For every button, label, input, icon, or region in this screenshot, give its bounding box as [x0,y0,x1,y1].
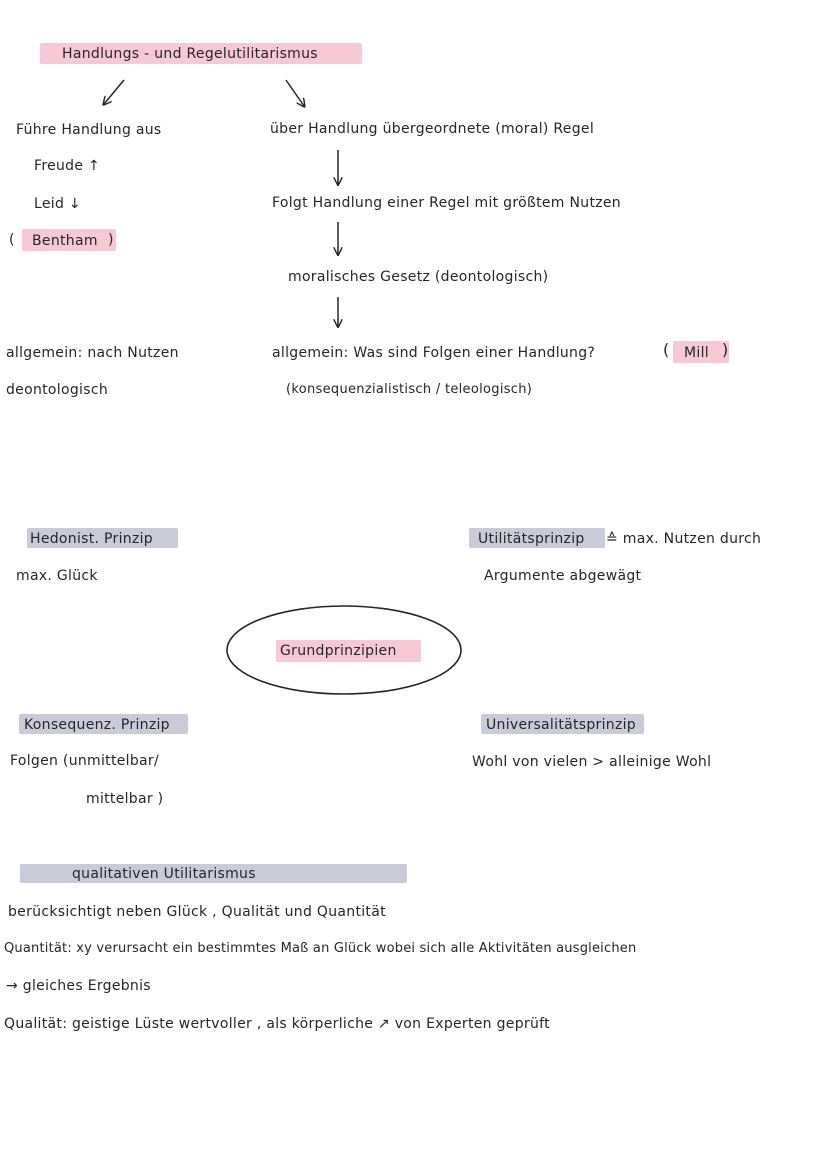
qualitative-line-1: berücksichtigt neben Glück , Qualität und Quantität [8,904,386,920]
consequence-text-1: Folgen (unmittelbar/ [10,753,159,769]
bentham-label: Bentham [32,233,98,249]
mill-close-paren: ) [722,340,729,359]
universal-text: Wohl von vielen > alleinige Wohl [472,754,712,770]
consequence-label: Konsequenz. Prinzip [24,717,170,733]
act-line-1: Führe Handlung aus [16,122,162,138]
arrow-right-icon [286,80,304,106]
mill-label: Mill [684,345,709,361]
hedonist-label: Hedonist. Prinzip [30,531,153,547]
page-title: Handlungs - und Regelutilitarismus [62,46,318,62]
utility-text-2: Argumente abgewägt [484,568,642,584]
act-line-2: Freude ↑ [34,158,101,174]
bentham-open-paren: ( [9,232,15,248]
act-line-3: Leid ↓ [34,196,81,212]
universal-label: Universalitätsprinzip [486,717,636,733]
rule-general: allgemein: Was sind Folgen einer Handlung? [272,345,596,361]
arrow-left-icon [104,80,124,104]
rule-line-1: über Handlung übergeordnete (moral) Regel [270,121,595,137]
act-general: allgemein: nach Nutzen [6,345,179,361]
qualitative-line-3: → gleiches Ergebnis [6,978,151,994]
qualitative-line-4: Qualität: geistige Lüste wertvoller , als körperliche ↗ von Experten geprüft [4,1016,550,1032]
bentham-close-paren: ) [108,232,114,248]
act-kind: deontologisch [6,382,108,398]
qualitative-line-2: Quantität: xy verursacht ein bestimmtes Maß an Glück wobei sich alle Aktivitäten ausgleichen [4,941,637,956]
rule-line-2: Folgt Handlung einer Regel mit größtem Nutzen [272,195,621,211]
rule-kind: (konsequenzialistisch / teleologisch) [286,382,533,397]
utility-label: Utilitätsprinzip [478,531,585,547]
qualitative-heading: qualitativen Utilitarismus [72,866,256,882]
center-label: Grundprinzipien [280,643,397,659]
rule-line-3: moralisches Gesetz (deontologisch) [288,269,549,285]
hedonist-text: max. Glück [16,568,98,584]
utility-text-1: ≙ max. Nutzen durch [606,531,762,547]
mill-open-paren: ( [663,340,670,359]
consequence-text-2: mittelbar ) [86,791,164,807]
